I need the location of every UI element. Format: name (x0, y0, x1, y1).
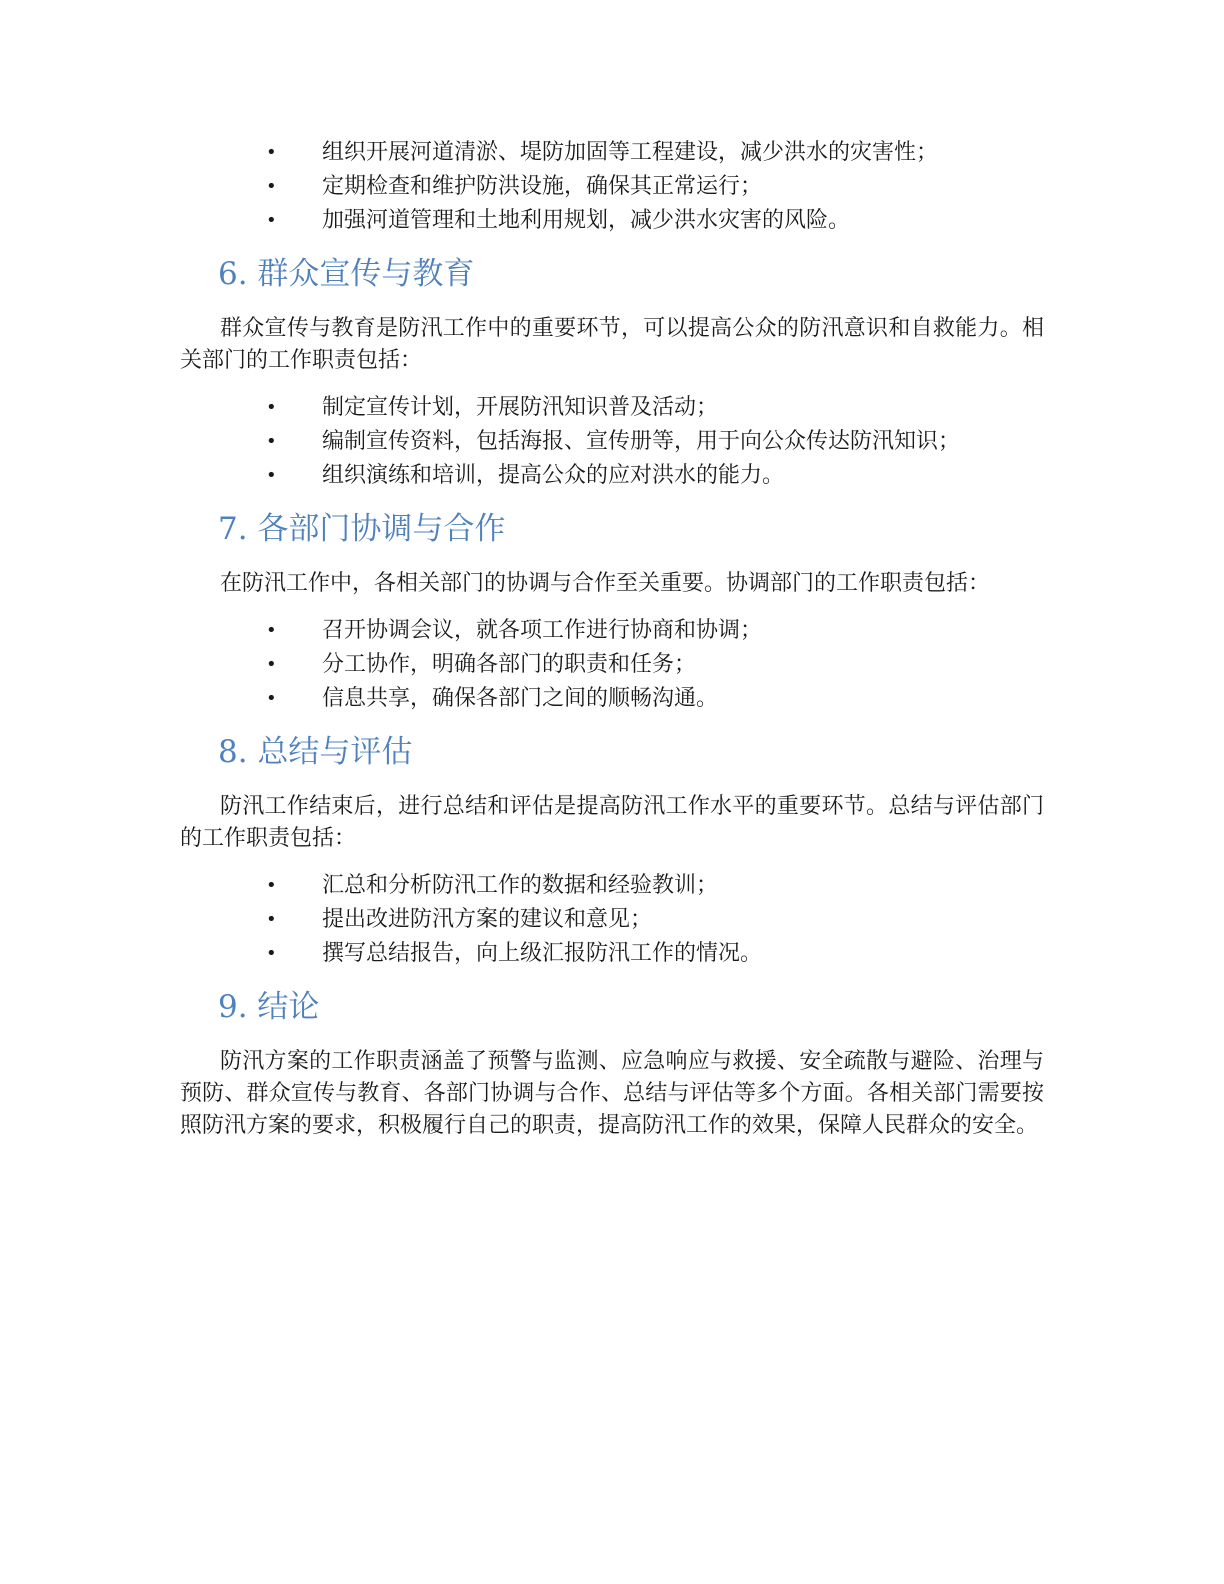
bullet-icon: • (266, 142, 277, 163)
list-item (180, 170, 1044, 204)
bullet-icon: • (266, 465, 277, 486)
list-item (180, 937, 1044, 971)
section-8-paragraph: 防汛工作结束后，进行总结和评估是提高防汛工作水平的重要环节。总结与评估部门的工作职责包括： (180, 794, 1044, 851)
section-8-list (180, 869, 1044, 971)
list-item-text: 组织演练和培训，提高公众的应对洪水的能力。 (322, 463, 785, 488)
list-item (180, 903, 1044, 937)
list-item (180, 682, 1044, 716)
bullet-icon: • (266, 620, 277, 641)
list-item-text: 加强河道管理和土地利用规划，减少洪水灾害的风险。 (322, 208, 851, 233)
list-item-text: 制定宣传计划，开展防汛知识普及活动； (322, 395, 719, 420)
bullet-icon: • (266, 943, 277, 964)
section-7-list (180, 614, 1044, 716)
list-item (180, 648, 1044, 682)
list-item-text: 信息共享，确保各部门之间的顺畅沟通。 (322, 686, 719, 711)
section-8-heading: 8. 总结与评估 (218, 734, 413, 770)
bullet-icon: • (266, 431, 277, 452)
list-item-text: 汇总和分析防汛工作的数据和经验教训； (322, 873, 719, 898)
list-item-text: 提出改进防汛方案的建议和意见； (322, 907, 653, 932)
section-6-heading: 6. 群众宣传与教育 (218, 256, 475, 292)
bullet-icon: • (266, 654, 277, 675)
bullet-icon: • (266, 176, 277, 197)
list-item (180, 425, 1044, 459)
section-5-list (180, 136, 1044, 238)
bullet-icon: • (266, 875, 277, 896)
list-item-text: 召开协调会议，就各项工作进行协商和协调； (322, 618, 763, 643)
list-item-text: 组织开展河道清淤、堤防加固等工程建设，减少洪水的灾害性； (322, 140, 939, 165)
list-item (180, 391, 1044, 425)
list-item (180, 614, 1044, 648)
document-page (180, 136, 1044, 1142)
section-6-paragraph: 群众宣传与教育是防汛工作中的重要环节，可以提高公众的防汛意识和自救能力。相关部门的工作职责包括： (180, 316, 1044, 373)
list-item (180, 204, 1044, 238)
bullet-icon: • (266, 210, 277, 231)
list-item (180, 136, 1044, 170)
section-6-list (180, 391, 1044, 493)
list-item-text: 撰写总结报告，向上级汇报防汛工作的情况。 (322, 941, 763, 966)
list-item (180, 869, 1044, 903)
section-9-paragraph: 防汛方案的工作职责涵盖了预警与监测、应急响应与救援、安全疏散与避险、治理与预防、群众宣传与教育、各部门协调与合作、总结与评估等多个方面。各相关部门需要按照防汛方案的要求，积极履行自己的职责，提高防汛工作的效果，保障人民群众的安全。 (180, 1049, 1044, 1138)
list-item (180, 459, 1044, 493)
list-item-text: 编制宣传资料，包括海报、宣传册等，用于向公众传达防汛知识； (322, 429, 961, 454)
section-7-paragraph: 在防汛工作中，各相关部门的协调与合作至关重要。协调部门的工作职责包括： (220, 571, 991, 596)
list-item-text: 定期检查和维护防洪设施，确保其正常运行； (322, 174, 763, 199)
list-item-text: 分工协作，明确各部门的职责和任务； (322, 652, 697, 677)
section-9-heading: 9. 结论 (218, 989, 320, 1025)
bullet-icon: • (266, 909, 277, 930)
bullet-icon: • (266, 688, 277, 709)
section-7-heading: 7. 各部门协调与合作 (218, 511, 506, 547)
bullet-icon: • (266, 397, 277, 418)
